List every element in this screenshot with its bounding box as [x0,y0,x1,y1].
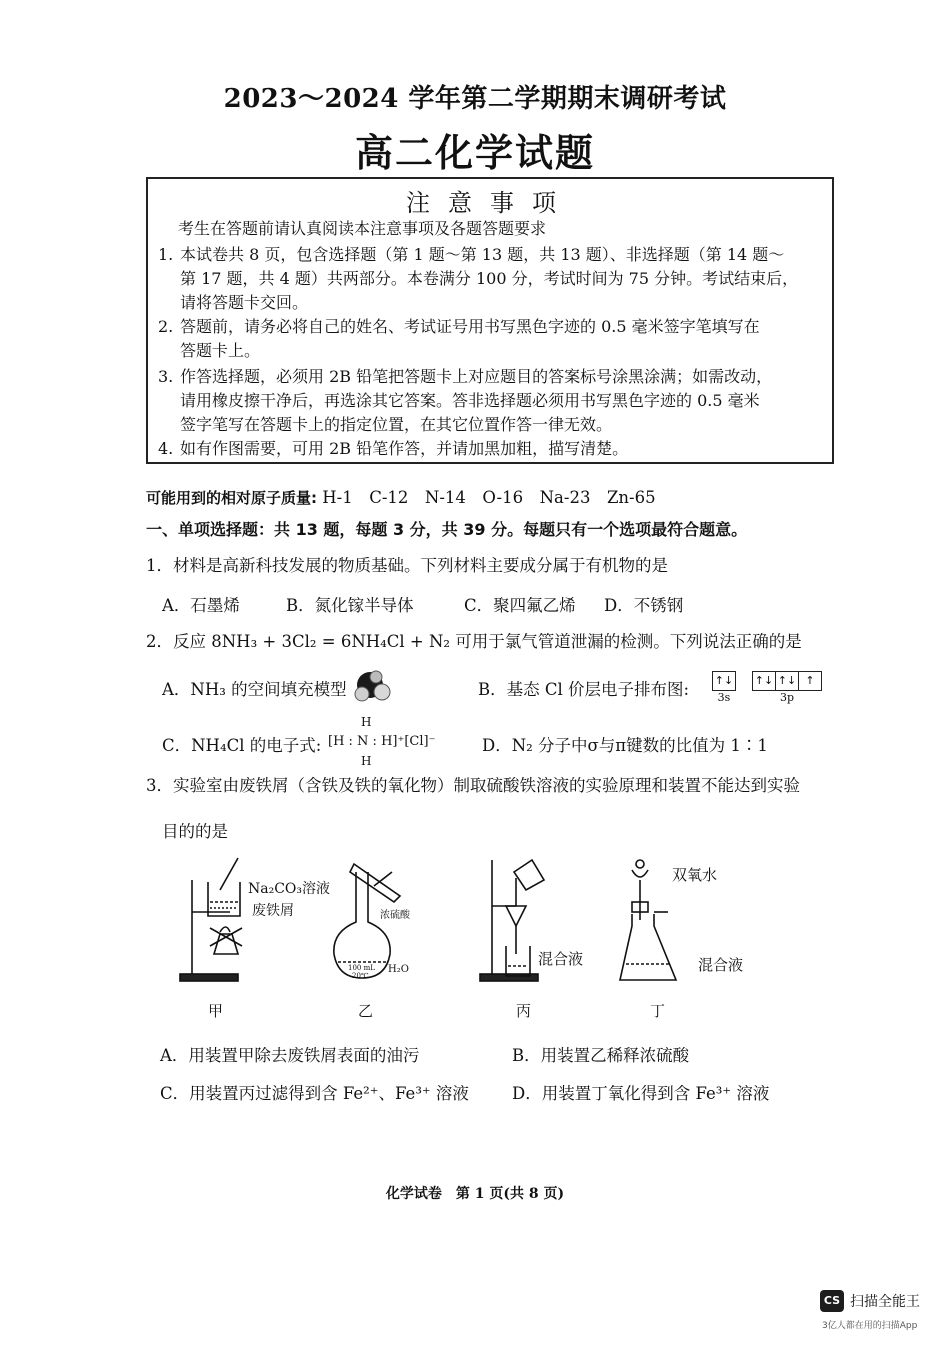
jia-reagent-label-2: 废铁屑 [252,903,294,919]
apparatus-name-jia: 甲 [208,1002,224,1020]
orbital-label-3p: 3p [779,690,795,704]
q1-option-d: D．不锈钢 [604,596,684,615]
camscanner-slogan: 3亿人都在用的扫描App [822,1321,918,1331]
nh3-space-filling-model-icon [352,668,396,704]
apparatus-ding [620,860,676,980]
lewis-structure: [H : N : H]⁺[Cl]⁻ [328,734,436,749]
q3-stem-line2: 目的的是 [162,822,228,841]
orbital-box: ↑↓ [753,672,776,690]
apparatus-name-yi: 乙 [358,1002,374,1020]
q1-option-a: A．石墨烯 [162,596,240,615]
atomic-mass-line [146,486,656,510]
notice-num: 1. [158,245,174,264]
page-footer: 化学试卷 第 1 页(共 8 页) [385,1186,565,1202]
lewis-h-top: H [361,715,372,729]
notice-line: 答题卡上。 [180,341,261,360]
orbital-label-3s: 3s [717,690,731,704]
notice-title: 注意事项 [406,189,574,217]
q2-stem: 2．反应 8NH₃ + 3Cl₂ = 6NH₄Cl + N₂ 可用于氯气管道泄漏的检测。下列说法正确的是 [146,632,802,651]
notice-text: 答题前，请务必将自己的姓名、考试证号用书写黑色字迹的 0.5 毫米签字笔填写在 [180,317,760,336]
notice-num: 4. [158,439,174,458]
notice-line: 第 17 题，共 4 题）共两部分。本卷满分 100 分，考试时间为 75 分钟。考试结束后， [180,269,799,288]
orbital-box: ↑ [805,673,815,687]
camscanner-name: 扫描全能王 [850,1294,920,1310]
lewis-h-bottom: H [361,754,372,768]
apparatus-yi [334,864,400,978]
apparatus-bing [480,860,544,981]
q1-option-c: C．聚四氟乙烯 [464,596,576,615]
notice-num: 2. [158,317,174,336]
notice-intro: 考生在答题前请认真阅读本注意事项及各题答题要求 [178,219,547,238]
notice-line: 签字笔写在答题卡上的指定位置，在其它位置作答一律无效。 [180,415,613,434]
orbital-3s [712,670,736,704]
atomic-mass-values: H-1 C-12 N-14 O-16 Na-23 Zn-65 [322,488,656,507]
orbital-box: ↑↓ [714,673,734,687]
notice-item-2 [158,316,760,338]
notice-item-3 [158,366,772,388]
exam-title: 2023～2024 学年第二学期期末调研考试 [223,84,727,114]
q2-option-b: B．基态 Cl 价层电子排布图: [478,680,690,699]
q3-option-d: D．用装置丁氧化得到含 Fe³⁺ 溶液 [512,1084,770,1103]
q2-option-c: C．NH₄Cl 的电子式: [162,736,322,755]
atomic-mass-label: 可能用到的相对原子质量: [146,489,317,507]
section-heading: 一、单项选择题：共 13 题，每题 3 分，共 39 分。每题只有一个选项最符合题意。 [146,520,748,539]
apparatus-jia [180,858,242,981]
notice-text: 本试卷共 8 页，包含选择题（第 1 题～第 13 题，共 13 题）、非选择题（第 14 题～ [180,245,785,264]
ding-reagent-label-2: 混合液 [698,956,744,974]
notice-item-1 [158,244,784,266]
notice-num: 3. [158,367,174,386]
jia-reagent-label-1: Na₂CO₃溶液 [248,881,331,897]
notice-line: 请将答题卡交回。 [180,293,309,312]
notice-text: 如有作图需要，可用 2B 铅笔作答，并请加黑加粗，描写清楚。 [180,439,629,458]
q2-option-a: A．NH₃ 的空间填充模型 [162,680,347,699]
q2-option-d: D．N₂ 分子中σ与π键数的比值为 1∶1 [482,736,768,755]
camscanner-logo-icon: CS [820,1290,844,1312]
orbital-box: ↑↓ [776,672,799,690]
q3-stem-line1: 3．实验室由废铁屑（含铁及铁的氧化物）制取硫酸铁溶液的实验原理和装置不能达到实验 [146,776,800,795]
yi-volume-label: 100 mL [348,964,375,972]
apparatus-name-ding: 丁 [650,1002,666,1020]
notice-item-4 [158,438,628,460]
notice-text: 作答选择题，必须用 2B 铅笔把答题卡上对应题目的答案标号涂黑涂满；如需改动， [180,367,773,386]
ding-reagent-label-1: 双氧水 [672,866,718,884]
yi-reagent-label: 浓硫酸 [380,910,410,921]
q3-option-b: B．用装置乙稀释浓硫酸 [512,1046,690,1065]
notice-line: 请用橡皮擦干净后，再选涂其它答案。答非选择题必须用书写黑色字迹的 0.5 毫米 [180,391,760,410]
q3-option-a: A．用装置甲除去废铁屑表面的油污 [160,1046,420,1065]
q1-option-b: B．氮化镓半导体 [286,596,414,615]
bing-reagent-label: 混合液 [538,950,584,968]
yi-temp-label: 20℃ [352,972,369,980]
orbital-3p [752,670,822,704]
apparatus-name-bing: 丙 [516,1002,532,1020]
paper-title: 高二化学试题 [354,130,595,175]
yi-water-label: H₂O [388,964,409,975]
q1-stem: 1．材料是高新科技发展的物质基础。下列材料主要成分属于有机物的是 [146,556,668,575]
q3-option-c: C．用装置丙过滤得到含 Fe²⁺、Fe³⁺ 溶液 [160,1084,469,1103]
